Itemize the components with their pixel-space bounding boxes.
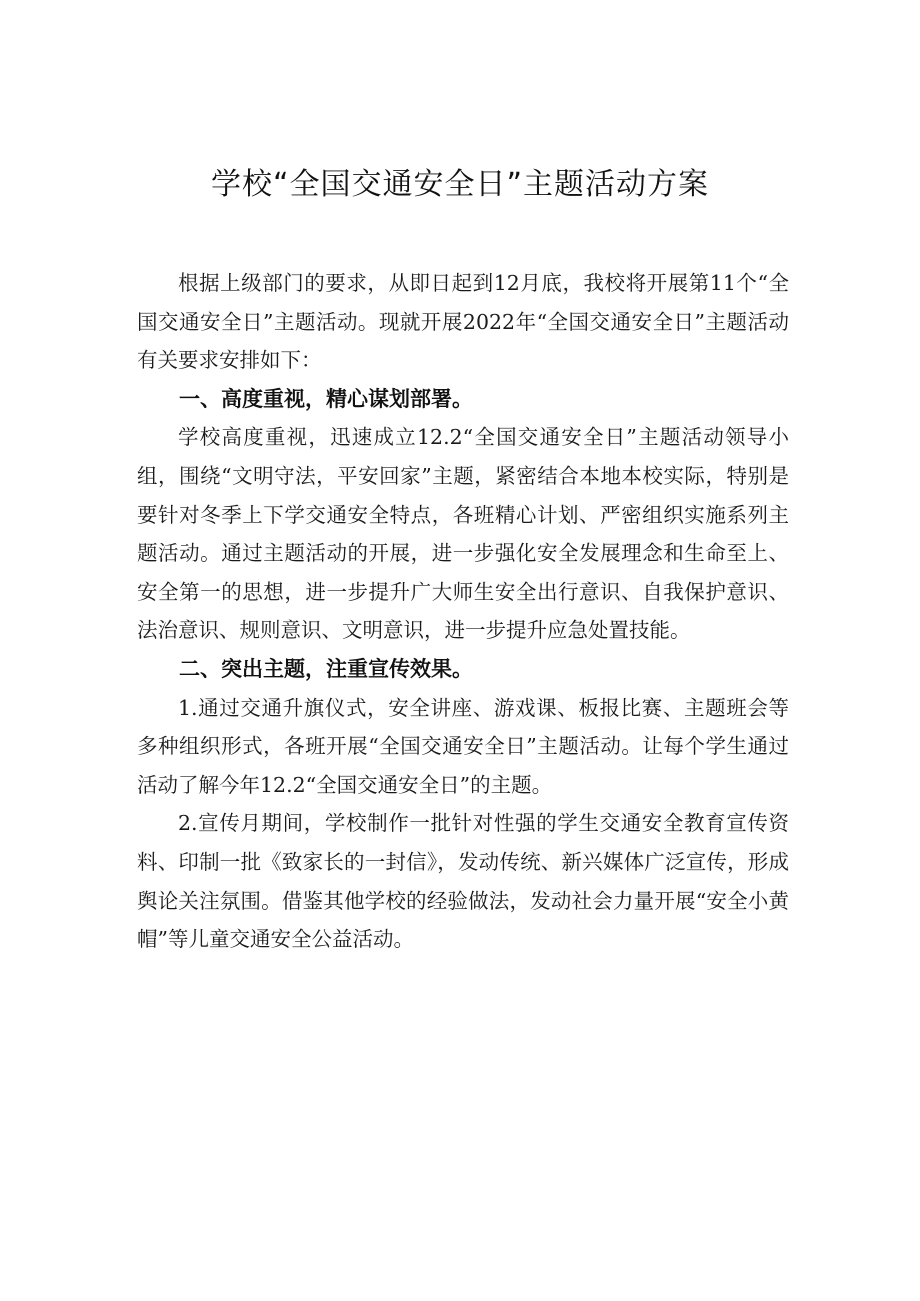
intro-paragraph: 根据上级部门的要求，从即日起到12月底，我校将开展第11个“全国交通安全日”主题活动。现就开展2022年“全国交通安全日”主题活动有关要求安排如下： — [137, 271, 789, 373]
document-title: 学校“全国交通安全日”主题活动方案 — [210, 167, 710, 202]
section-1-paragraph-1: 学校高度重视，迅速成立12.2“全国交通安全日”主题活动领导小组，围绕“文明守法，平安回家”主题，紧密结合本地本校实际，特别是要针对冬季上下学交通安全特点，各班精心计划、严密组织实施系列主题活动。通过主题活动的开展，进一步强化安全发展理念和生命至上、安全第一的思想，进一步提升广大师生安全出行意识、自我保护意识、法治意识、规则意识、文明意识，进一步提升应急处置技能。 — [137, 425, 789, 643]
section-2-paragraph-2: 2.宣传月期间，学校制作一批针对性强的学生交通安全教育宣传资料、印制一批《致家长的一封信》，发动传统、新兴媒体广泛宣传，形成舆论关注氛围。借鉴其他学校的经验做法，发动社会力量开展“安全小黄帽”等儿童交通安全公益活动。 — [137, 811, 789, 952]
document-body — [137, 264, 789, 959]
section-heading-1: 一、高度重视，精心谋划部署。 — [179, 386, 473, 411]
section-2-paragraph-1: 1.通过交通升旗仪式，安全讲座、游戏课、板报比赛、主题班会等多种组织形式，各班开展“全国交通安全日”主题活动。让每个学生通过活动了解今年12.2“全国交通安全日”的主题。 — [137, 695, 789, 797]
section-heading-2: 二、突出主题，注重宣传效果。 — [179, 656, 473, 681]
